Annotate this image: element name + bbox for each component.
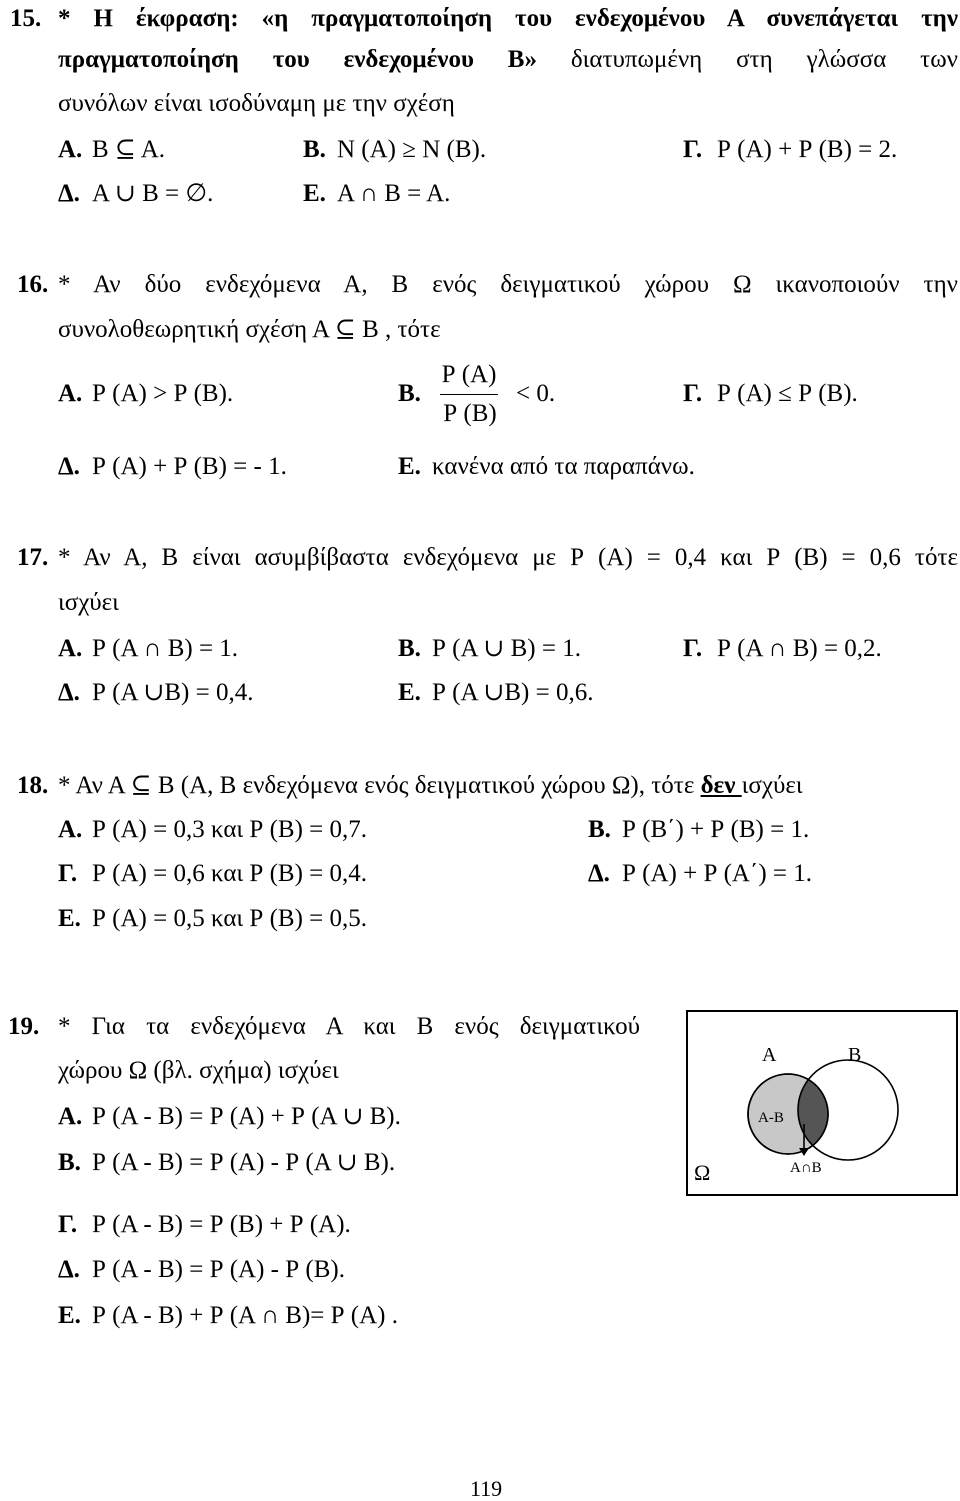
q15-opt-a-label: Α. xyxy=(58,136,83,163)
q18-opt-d-label: Δ. xyxy=(588,860,610,887)
q15-line2-bold: πραγματοποίηση του ενδεχομένου Β» xyxy=(58,46,537,73)
q17-opt-e-label: Ε. xyxy=(398,679,421,706)
q19-opt-e-text: Ρ (Α - Β) + Ρ (Α ∩ Β)= Ρ (Α) . xyxy=(92,1302,398,1329)
q18-opt-c-label: Γ. xyxy=(58,860,78,887)
venn-label-b: Β xyxy=(848,1044,862,1066)
q17-number: 17. xyxy=(17,544,49,571)
q19-opt-e-label: Ε. xyxy=(58,1302,81,1329)
q16-opt-b-tail: < 0. xyxy=(516,380,556,407)
q17-opt-d-text: Ρ (Α ∪Β) = 0,4. xyxy=(92,679,254,706)
q17-line2: ισχύει xyxy=(58,589,119,616)
q15-opt-d-label: Δ. xyxy=(58,180,80,207)
venn-diagram-frame xyxy=(686,1010,958,1196)
q18-opt-b-text: Ρ (Β΄) + Ρ (Β) = 1. xyxy=(622,816,810,843)
q17-opt-b-label: Β. xyxy=(398,635,421,662)
q16-fraction-denominator: Ρ (Β) xyxy=(443,400,497,427)
q15-number: 15. xyxy=(10,5,42,32)
q18-opt-d-text: Ρ (Α) + Ρ (Α΄) = 1. xyxy=(622,860,812,887)
q16-opt-d-label: Δ. xyxy=(58,453,80,480)
q15-opt-c-text: Ρ (Α) + Ρ (Β) = 2. xyxy=(717,136,898,163)
q18-opt-c-text: Ρ (Α) = 0,6 και Ρ (Β) = 0,4. xyxy=(92,860,367,887)
q17-opt-a-label: Α. xyxy=(58,635,83,662)
q16-opt-b-label: Β. xyxy=(398,380,421,407)
q15-opt-d-text: Α ∪ Β = ∅. xyxy=(92,180,214,207)
q17-opt-c-text: Ρ (Α ∩ Β) = 0,2. xyxy=(717,635,882,662)
q18-line1-post: ισχύει xyxy=(741,772,803,799)
q16-line1: * Αν δύο ενδεχόμενα Α, Β ενός δειγματικού χώρου Ω ικανοποιούν την xyxy=(58,271,958,298)
q15-line1: * Η έκφραση: «η πραγματοποίηση του ενδεχομένου Α συνεπάγεται την xyxy=(58,5,958,32)
venn-label-a: Α xyxy=(762,1044,777,1066)
q15-line2 xyxy=(58,47,958,72)
q16-opt-a-label: Α. xyxy=(58,380,83,407)
q19-opt-c-label: Γ. xyxy=(58,1211,78,1238)
q19-line2: χώρου Ω (βλ. σχήμα) ισχύει xyxy=(58,1057,339,1084)
q15-opt-e-label: Ε. xyxy=(303,180,326,207)
q15-opt-e-text: Α ∩ Β = Α. xyxy=(337,180,451,207)
q18-opt-a-text: Ρ (Α) = 0,3 και Ρ (Β) = 0,7. xyxy=(92,816,367,843)
q16-opt-d-text: Ρ (Α) + Ρ (Β) = - 1. xyxy=(92,453,287,480)
q19-line1: * Για τα ενδεχόμενα Α και Β ενός δειγματικού xyxy=(58,1013,640,1040)
venn-label-omega: Ω xyxy=(694,1160,711,1185)
q18-opt-e-text: Ρ (Α) = 0,5 και Ρ (Β) = 0,5. xyxy=(92,905,367,932)
q17-opt-c-label: Γ. xyxy=(683,635,703,662)
q17-opt-b-text: Ρ (Α ∪ Β) = 1. xyxy=(432,635,581,662)
q18-opt-a-label: Α. xyxy=(58,816,83,843)
q15-line2-rest: διατυπωμένη στη γλώσσα των xyxy=(536,46,958,73)
q19-opt-b-label: Β. xyxy=(58,1149,81,1176)
q17-opt-d-label: Δ. xyxy=(58,679,80,706)
venn-label-intersection: Α∩Β xyxy=(790,1160,822,1176)
q17-opt-e-text: Ρ (Α ∪Β) = 0,6. xyxy=(432,679,594,706)
q15-line3: συνόλων είναι ισοδύναμη με την σχέση xyxy=(58,90,455,117)
venn-diagram xyxy=(688,1012,956,1194)
q15-opt-c-label: Γ. xyxy=(683,136,703,163)
q17-opt-a-text: Ρ (Α ∩ Β) = 1. xyxy=(92,635,239,662)
q19-opt-a-label: Α. xyxy=(58,1103,83,1130)
q18-opt-b-label: Β. xyxy=(588,816,611,843)
page-number: 119 xyxy=(470,1476,503,1501)
q18-number: 18. xyxy=(17,772,49,799)
q16-opt-e-label: Ε. xyxy=(398,453,421,480)
q19-opt-d-label: Δ. xyxy=(58,1256,80,1283)
q18-line1-underlined: δεν xyxy=(700,772,742,799)
q16-fraction-numerator: Ρ (Α) xyxy=(440,362,498,395)
q18-line1-pre: * Αν Α ⊆ Β (Α, Β ενδεχόμενα ενός δειγματικού χώρου Ω), τότε xyxy=(58,772,701,799)
q16-line2: συνολοθεωρητική σχέση Α ⊆ Β , τότε xyxy=(58,316,441,343)
q19-opt-b-text: Ρ (Α - Β) = Ρ (Α) - Ρ (Α ∪ Β). xyxy=(92,1149,396,1176)
q19-opt-a-text: Ρ (Α - Β) = Ρ (Α) + Ρ (Α ∪ Β). xyxy=(92,1103,401,1130)
q15-opt-b-text: Ν (Α) ≥ Ν (Β). xyxy=(337,136,487,163)
q18-opt-e-label: Ε. xyxy=(58,905,81,932)
q16-opt-e-text: κανένα από τα παραπάνω. xyxy=(432,453,695,480)
q18-line1 xyxy=(58,773,803,798)
q16-number: 16. xyxy=(17,271,49,298)
q19-opt-c-text: Ρ (Α - Β) = Ρ (Β) + Ρ (Α). xyxy=(92,1211,351,1238)
q16-opt-b-fraction xyxy=(440,362,500,426)
q17-line1: * Αν Α, Β είναι ασυμβίβαστα ενδεχόμενα με Ρ (Α) = 0,4 και Ρ (Β) = 0,6 τότε xyxy=(58,544,958,571)
q19-number: 19. xyxy=(8,1013,40,1040)
q16-opt-c-text: Ρ (Α) ≤ Ρ (Β). xyxy=(717,380,858,407)
q15-opt-b-label: Β. xyxy=(303,136,326,163)
q19-opt-d-text: Ρ (Α - Β) = Ρ (Α) - Ρ (Β). xyxy=(92,1256,345,1283)
q16-opt-c-label: Γ. xyxy=(683,380,703,407)
q16-opt-a-text: Ρ (Α) > Ρ (Β). xyxy=(92,380,234,407)
q15-opt-a-text: Β ⊆ Α. xyxy=(92,136,166,163)
venn-label-diff: Α-Β xyxy=(758,1110,784,1126)
